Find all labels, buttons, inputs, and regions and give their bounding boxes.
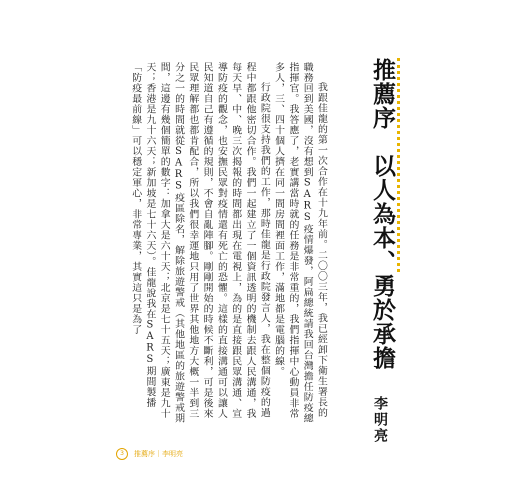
- page-number: 3: [116, 448, 128, 460]
- paragraph-1: 我跟佳龍的第一次合作在十九年前。二〇〇三年，我已經卸下衛生署長的職務回到美國，沒有想到SARS疫情爆發，阿扁總統請我回台灣擔任防疫總指揮官。我答應了，老實講當時就的任務是非常重的，我們指揮中心動員非常多人，三、四十個人擠在同一間房間裡面工作，滿地都是電腦的線。: [273, 62, 327, 424]
- paragraph-2: 行政院很支持我們的工作，那時佳龍是行政院發言人，我在整個防疫的過程中都跟他密切合作。我們一起建立了一個資訊透明的機制去跟人民溝通，我每天早、中、晚三次揭報的時間都出現在電視上，為的是直接跟民眾溝通、宣導防疫的觀念，也安撫民眾對疫情還有死亡的恐懼。這樣的直接溝通可以讓人民知道自己有遵循的規則，不會自亂陣腳。剛剛開始的時候不斷利，可是後來民眾理解都也都肯配合，所以我們很幸運地只用了世界其他地方大概一半到三分之一的時間就從SARS疫區除名，解除旅遊警戒（其他地區的旅遊警戒期間，這邊有幾個簡單的數字：加拿大是六十天；北京是七十五天；廣東是九十天；香港是九十六天；新加坡是七十六天）。佳龍說我在SARS期間製播「防疫最前線」可以穩定軍心，非常專業，其實這只是為了: [130, 62, 270, 424]
- author-name: 李明亮: [372, 396, 388, 444]
- page-footer: [116, 448, 183, 460]
- running-head: 推薦序｜李明亮: [134, 450, 183, 458]
- body-text: [38, 62, 328, 427]
- preface-title: 推薦序 以人為本、勇於承擔: [369, 58, 395, 370]
- title-dotted-rule: [397, 58, 400, 272]
